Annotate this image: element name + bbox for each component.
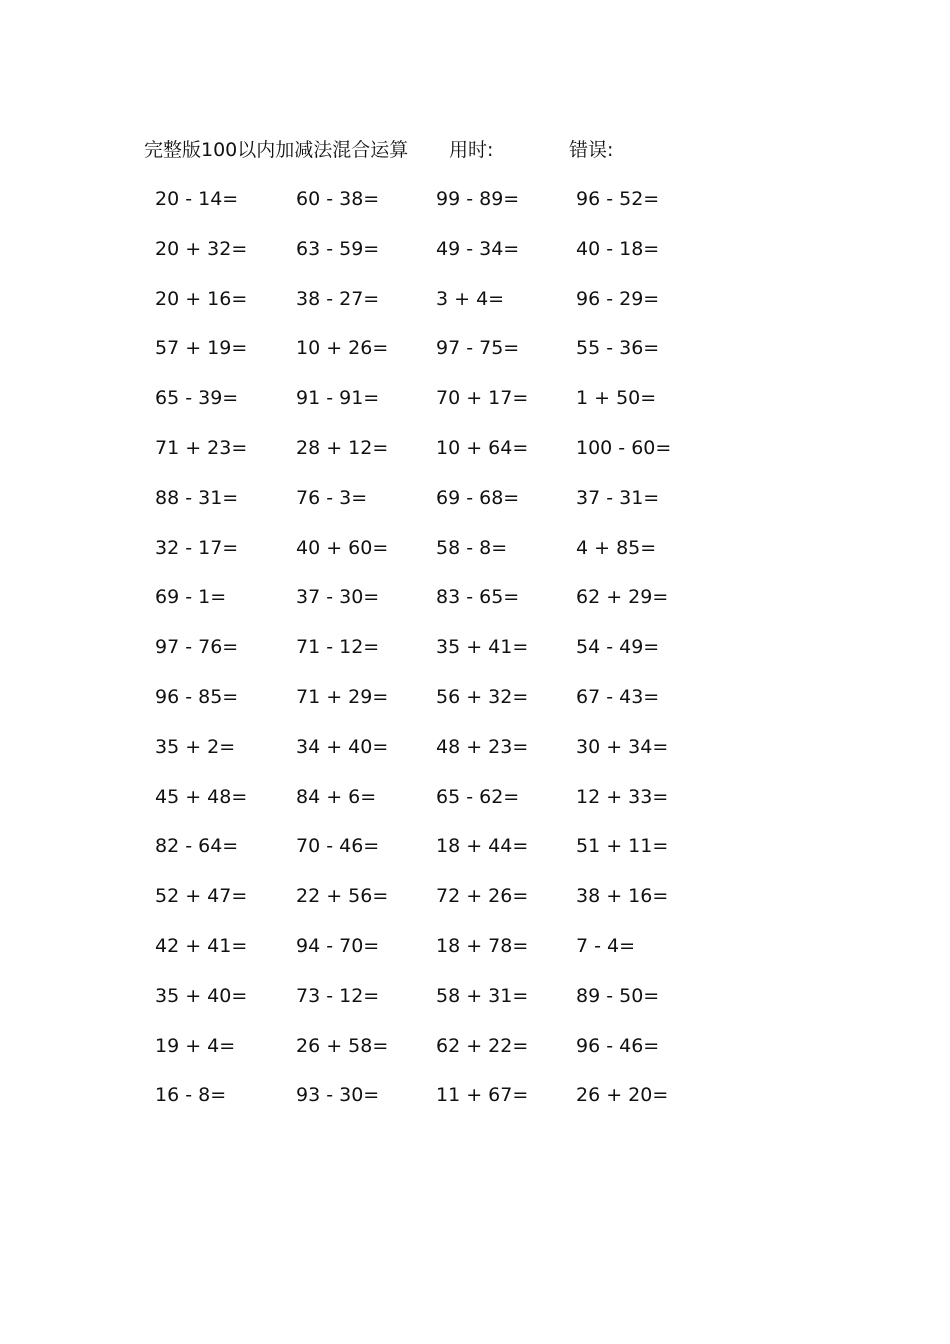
error-count-label: 错误: bbox=[569, 139, 614, 161]
arithmetic-problem: 62 + 29= bbox=[576, 586, 669, 609]
arithmetic-problem: 37 - 31= bbox=[576, 486, 660, 509]
problem-row bbox=[0, 732, 950, 762]
arithmetic-problem: 35 + 2= bbox=[155, 735, 236, 758]
arithmetic-problem: 19 + 4= bbox=[155, 1034, 236, 1057]
arithmetic-problem: 96 - 29= bbox=[576, 287, 660, 310]
arithmetic-problem: 20 + 16= bbox=[155, 287, 248, 310]
arithmetic-problem: 30 + 34= bbox=[576, 735, 669, 758]
problem-row bbox=[0, 582, 950, 612]
arithmetic-problem: 82 - 64= bbox=[155, 835, 239, 858]
problem-row bbox=[0, 383, 950, 413]
arithmetic-problem: 20 + 32= bbox=[155, 237, 248, 260]
arithmetic-problem: 71 - 12= bbox=[296, 636, 380, 659]
worksheet-title: 完整版100以内加减法混合运算 bbox=[144, 139, 409, 161]
arithmetic-problem: 18 + 44= bbox=[436, 835, 529, 858]
arithmetic-problem: 96 - 85= bbox=[155, 686, 239, 708]
arithmetic-problem: 38 - 27= bbox=[296, 287, 380, 310]
arithmetic-problem: 83 - 65= bbox=[436, 586, 520, 609]
arithmetic-problem: 65 - 62= bbox=[436, 785, 520, 808]
problem-row bbox=[0, 433, 950, 463]
arithmetic-problem: 96 - 52= bbox=[576, 188, 660, 210]
problem-row bbox=[0, 533, 950, 563]
time-used-label: 用时: bbox=[449, 139, 494, 161]
arithmetic-problem: 67 - 43= bbox=[576, 686, 660, 708]
arithmetic-problem: 7 - 4= bbox=[576, 935, 636, 957]
arithmetic-problem: 26 + 58= bbox=[296, 1034, 389, 1057]
arithmetic-problem: 10 + 64= bbox=[436, 437, 529, 459]
arithmetic-problem: 22 + 56= bbox=[296, 885, 389, 908]
arithmetic-problem: 89 - 50= bbox=[576, 984, 660, 1007]
arithmetic-problem: 12 + 33= bbox=[576, 785, 669, 808]
arithmetic-problem: 55 - 36= bbox=[576, 337, 660, 360]
arithmetic-problem: 60 - 38= bbox=[296, 188, 380, 210]
arithmetic-problem: 3 + 4= bbox=[436, 287, 505, 310]
worksheet-header bbox=[0, 136, 950, 164]
problem-row bbox=[0, 1080, 950, 1110]
arithmetic-problem: 73 - 12= bbox=[296, 984, 380, 1007]
arithmetic-problem: 63 - 59= bbox=[296, 237, 380, 260]
arithmetic-problem: 35 + 41= bbox=[436, 636, 529, 659]
arithmetic-problem: 100 - 60= bbox=[576, 437, 672, 459]
arithmetic-problem: 71 + 29= bbox=[296, 686, 389, 708]
arithmetic-problem: 54 - 49= bbox=[576, 636, 660, 659]
arithmetic-problem: 58 - 8= bbox=[436, 536, 508, 559]
arithmetic-problem: 91 - 91= bbox=[296, 387, 380, 410]
problem-row bbox=[0, 333, 950, 363]
problem-row bbox=[0, 1031, 950, 1061]
arithmetic-problem: 69 - 68= bbox=[436, 486, 520, 509]
arithmetic-problem: 88 - 31= bbox=[155, 486, 239, 509]
arithmetic-problem: 57 + 19= bbox=[155, 337, 248, 360]
arithmetic-problem: 26 + 20= bbox=[576, 1084, 669, 1107]
arithmetic-problem: 52 + 47= bbox=[155, 885, 248, 908]
arithmetic-problem: 10 + 26= bbox=[296, 337, 389, 360]
problem-row bbox=[0, 931, 950, 961]
problem-row bbox=[0, 284, 950, 314]
arithmetic-problem: 62 + 22= bbox=[436, 1034, 529, 1057]
problem-row bbox=[0, 881, 950, 911]
arithmetic-problem: 65 - 39= bbox=[155, 387, 239, 410]
arithmetic-problem: 18 + 78= bbox=[436, 935, 529, 957]
arithmetic-problem: 94 - 70= bbox=[296, 935, 380, 957]
arithmetic-problem: 40 - 18= bbox=[576, 237, 660, 260]
problem-row bbox=[0, 483, 950, 513]
arithmetic-problem: 11 + 67= bbox=[436, 1084, 529, 1107]
arithmetic-problem: 40 + 60= bbox=[296, 536, 389, 559]
arithmetic-problem: 1 + 50= bbox=[576, 387, 657, 410]
arithmetic-problem: 99 - 89= bbox=[436, 188, 520, 210]
arithmetic-problem: 35 + 40= bbox=[155, 984, 248, 1007]
arithmetic-problem: 76 - 3= bbox=[296, 486, 368, 509]
problem-row bbox=[0, 184, 950, 214]
arithmetic-problem: 84 + 6= bbox=[296, 785, 377, 808]
problem-row bbox=[0, 682, 950, 712]
arithmetic-problem: 16 - 8= bbox=[155, 1084, 227, 1107]
arithmetic-problem: 70 + 17= bbox=[436, 387, 529, 410]
arithmetic-problem: 32 - 17= bbox=[155, 536, 239, 559]
arithmetic-problem: 70 - 46= bbox=[296, 835, 380, 858]
problem-row bbox=[0, 632, 950, 662]
arithmetic-problem: 49 - 34= bbox=[436, 237, 520, 260]
arithmetic-problem: 38 + 16= bbox=[576, 885, 669, 908]
problem-row bbox=[0, 981, 950, 1011]
arithmetic-problem: 28 + 12= bbox=[296, 437, 389, 459]
arithmetic-problem: 93 - 30= bbox=[296, 1084, 380, 1107]
arithmetic-problem: 71 + 23= bbox=[155, 437, 248, 459]
arithmetic-problem: 72 + 26= bbox=[436, 885, 529, 908]
arithmetic-problem: 58 + 31= bbox=[436, 984, 529, 1007]
arithmetic-problem: 34 + 40= bbox=[296, 735, 389, 758]
arithmetic-problem: 37 - 30= bbox=[296, 586, 380, 609]
arithmetic-problem: 96 - 46= bbox=[576, 1034, 660, 1057]
problem-row bbox=[0, 831, 950, 861]
problem-row bbox=[0, 782, 950, 812]
arithmetic-problem: 69 - 1= bbox=[155, 586, 227, 609]
arithmetic-problem: 4 + 85= bbox=[576, 536, 657, 559]
arithmetic-problem: 42 + 41= bbox=[155, 935, 248, 957]
arithmetic-problem: 56 + 32= bbox=[436, 686, 529, 708]
arithmetic-problem: 20 - 14= bbox=[155, 188, 239, 210]
arithmetic-problem: 45 + 48= bbox=[155, 785, 248, 808]
arithmetic-problem: 51 + 11= bbox=[576, 835, 669, 858]
arithmetic-problem: 97 - 76= bbox=[155, 636, 239, 659]
arithmetic-problem: 97 - 75= bbox=[436, 337, 520, 360]
problem-row bbox=[0, 234, 950, 264]
arithmetic-problem: 48 + 23= bbox=[436, 735, 529, 758]
